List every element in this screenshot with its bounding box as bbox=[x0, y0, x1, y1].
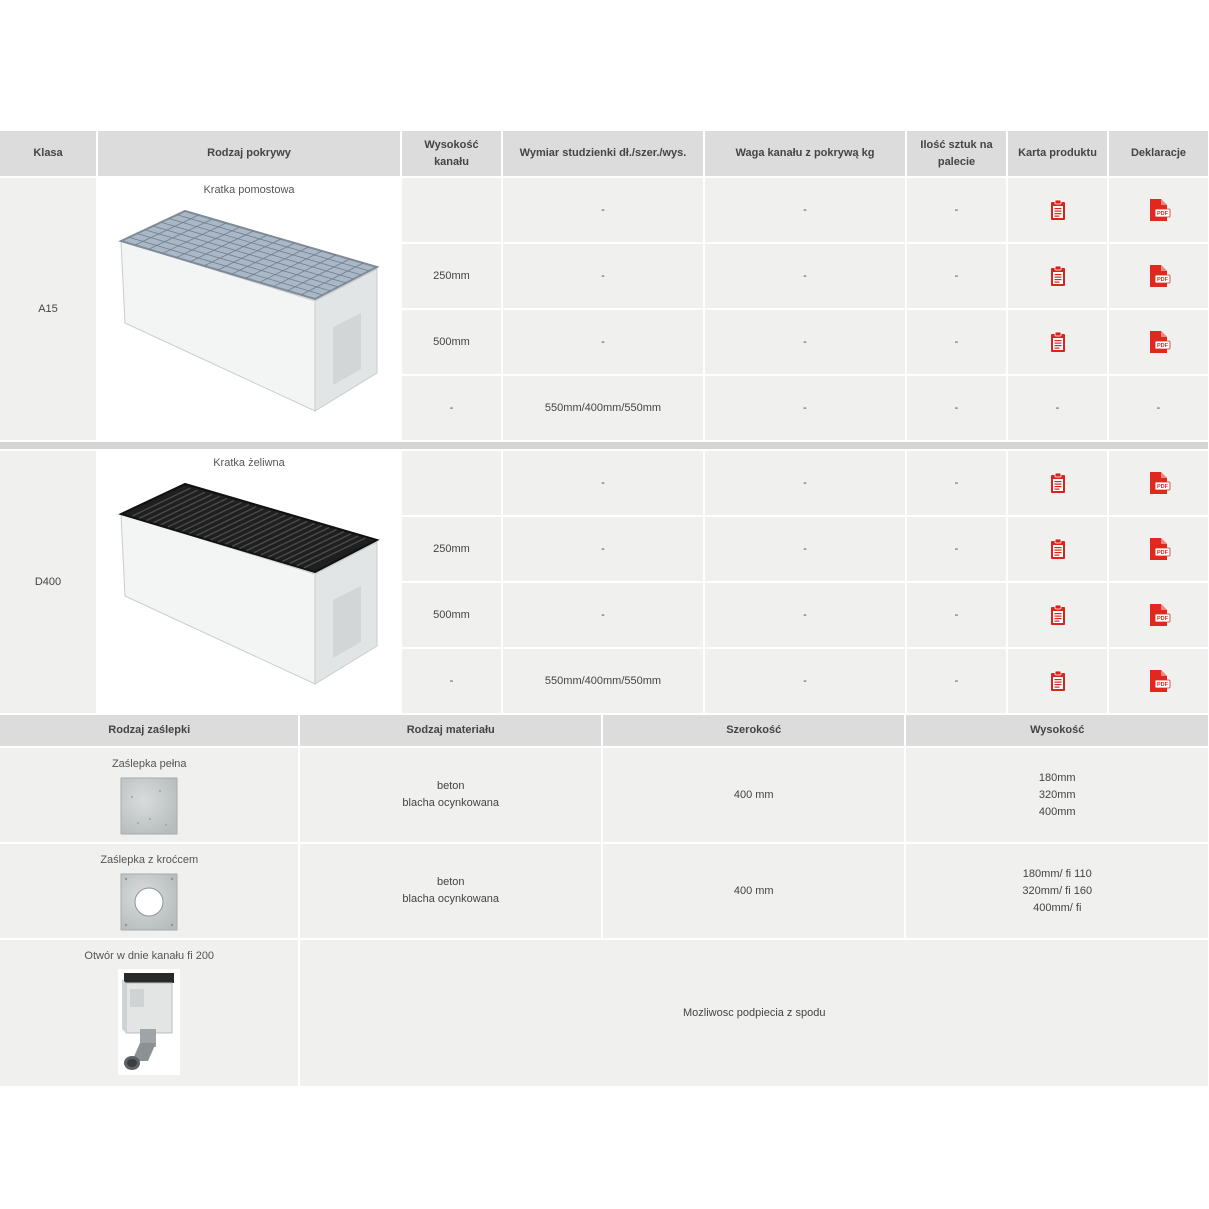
header-karta: Karta produktu bbox=[1008, 131, 1107, 176]
end-cap-caption: Otwór w dnie kanału fi 200 bbox=[84, 950, 215, 962]
header-waga: Waga kanału z pokrywą kg bbox=[705, 131, 905, 176]
pdf-icon-label: PDF bbox=[1156, 682, 1168, 689]
end-cap-cell bbox=[0, 844, 298, 938]
product-sheet-cell bbox=[1008, 451, 1107, 515]
weight-cell: - bbox=[705, 244, 905, 308]
material-cell bbox=[300, 844, 601, 938]
height-cell bbox=[906, 748, 1208, 842]
header-rodzaj-zaslepki: Rodzaj zaślepki bbox=[0, 715, 298, 746]
height-line: 320mm/ fi 160 bbox=[1022, 884, 1093, 897]
pallet-qty-cell: - bbox=[907, 244, 1006, 308]
product-sheet-icon[interactable] bbox=[1050, 670, 1066, 692]
dimension-cell: - bbox=[503, 310, 703, 374]
end-cap-cell bbox=[0, 940, 298, 1086]
product-sheet-cell: - bbox=[1008, 376, 1107, 440]
height-line: 400mm/ fi bbox=[1033, 901, 1082, 914]
height-cell: - bbox=[402, 376, 501, 440]
height-line: 180mm/ fi 110 bbox=[1022, 867, 1092, 880]
width-cell: 400 mm bbox=[603, 844, 905, 938]
dimension-cell: - bbox=[503, 583, 703, 647]
dimension-cell: - bbox=[503, 451, 703, 515]
table-row bbox=[0, 748, 1208, 842]
weight-cell: - bbox=[705, 517, 905, 581]
declaration-cell bbox=[1109, 451, 1208, 515]
product-sheet-icon[interactable] bbox=[1050, 265, 1066, 287]
material-line: beton bbox=[436, 876, 465, 888]
height-cell: 500mm bbox=[402, 310, 501, 374]
height-cell: 500mm bbox=[402, 583, 501, 647]
klasa-cell: A15 bbox=[0, 178, 96, 440]
pdf-declaration-icon[interactable] bbox=[1147, 198, 1171, 222]
pallet-qty-cell: - bbox=[907, 310, 1006, 374]
pallet-qty-cell: - bbox=[907, 376, 1006, 440]
dimension-cell: - bbox=[503, 244, 703, 308]
weight-cell: - bbox=[705, 451, 905, 515]
steel-grate-channel-image bbox=[115, 203, 383, 413]
group-separator bbox=[0, 442, 1208, 449]
height-cell: 250mm bbox=[402, 517, 501, 581]
header-wymiar: Wymiar studzienki dł./szer./wys. bbox=[503, 131, 703, 176]
pallet-qty-cell: - bbox=[907, 451, 1006, 515]
pdf-icon-label: PDF bbox=[1156, 616, 1168, 623]
product-sheet-cell bbox=[1008, 244, 1107, 308]
product-sheet-cell bbox=[1008, 517, 1107, 581]
product-sheet-cell bbox=[1008, 310, 1107, 374]
header-rodzaj-materialu: Rodzaj materiału bbox=[300, 715, 601, 746]
pdf-declaration-icon[interactable] bbox=[1147, 471, 1171, 495]
weight-cell: - bbox=[705, 178, 905, 242]
height-line: 180mm bbox=[1038, 771, 1076, 784]
header-klasa: Klasa bbox=[0, 131, 96, 176]
header-wysokosc: Wysokość bbox=[906, 715, 1208, 746]
product-sheet-cell bbox=[1008, 178, 1107, 242]
weight-cell: - bbox=[705, 376, 905, 440]
product-sheet-icon[interactable] bbox=[1050, 604, 1066, 626]
width-cell: 400 mm bbox=[603, 748, 905, 842]
pdf-icon-label: PDF bbox=[1156, 343, 1168, 350]
product-sheet-cell bbox=[1008, 583, 1107, 647]
product-sheet-icon[interactable] bbox=[1050, 472, 1066, 494]
cover-type-cell bbox=[98, 178, 400, 440]
table-row bbox=[0, 940, 1208, 1086]
material-line: blacha ocynkowana bbox=[402, 893, 500, 905]
declaration-cell bbox=[1109, 583, 1208, 647]
dimension-cell: - bbox=[503, 178, 703, 242]
height-cell: 250mm bbox=[402, 244, 501, 308]
pallet-qty-cell: - bbox=[907, 583, 1006, 647]
klasa-cell: D400 bbox=[0, 451, 96, 713]
height-cell bbox=[402, 451, 501, 515]
header-szerokosc: Szerokość bbox=[603, 715, 905, 746]
declaration-cell bbox=[1109, 649, 1208, 713]
pallet-qty-cell: - bbox=[907, 517, 1006, 581]
header-deklaracje: Deklaracje bbox=[1109, 131, 1208, 176]
table-row bbox=[0, 844, 1208, 938]
material-cell bbox=[300, 748, 601, 842]
end-cap-table bbox=[0, 713, 1209, 1088]
dimension-cell: - bbox=[503, 517, 703, 581]
table-row bbox=[0, 451, 1208, 515]
material-line: beton bbox=[436, 780, 465, 792]
declaration-cell bbox=[1109, 517, 1208, 581]
declaration-cell: - bbox=[1109, 376, 1208, 440]
product-sheet-icon[interactable] bbox=[1050, 538, 1066, 560]
cover-caption: Kratka żeliwna bbox=[213, 457, 285, 469]
dimension-cell: 550mm/400mm/550mm bbox=[503, 376, 703, 440]
height-cell bbox=[906, 844, 1208, 938]
pdf-declaration-icon[interactable] bbox=[1147, 330, 1171, 354]
declaration-cell bbox=[1109, 310, 1208, 374]
bottom-outlet-image bbox=[118, 969, 180, 1075]
weight-cell: - bbox=[705, 583, 905, 647]
pdf-icon-label: PDF bbox=[1156, 550, 1168, 557]
end-cap-caption: Zaślepka z kroćcem bbox=[100, 854, 199, 866]
pdf-declaration-icon[interactable] bbox=[1147, 264, 1171, 288]
pallet-qty-cell: - bbox=[907, 649, 1006, 713]
product-sheet-icon[interactable] bbox=[1050, 199, 1066, 221]
material-line: blacha ocynkowana bbox=[402, 797, 500, 809]
header-rodzaj-pokrywy: Rodzaj pokrywy bbox=[98, 131, 400, 176]
header-ilosc: Ilość sztuk na palecie bbox=[907, 131, 1006, 176]
product-sheet-cell bbox=[1008, 649, 1107, 713]
note-cell: Mozliwosc podpiecia z spodu bbox=[300, 940, 1208, 1086]
height-line: 400mm bbox=[1038, 805, 1076, 818]
end-cap-cell bbox=[0, 748, 298, 842]
sub-header-row bbox=[0, 715, 1208, 746]
dimension-cell: 550mm/400mm/550mm bbox=[503, 649, 703, 713]
pallet-qty-cell: - bbox=[907, 178, 1006, 242]
cover-caption: Kratka pomostowa bbox=[203, 184, 295, 196]
header-wysokosc-kanalu: Wysokość kanału bbox=[402, 131, 501, 176]
height-cell bbox=[402, 178, 501, 242]
product-sheet-icon[interactable] bbox=[1050, 331, 1066, 353]
cast-iron-grate-channel-image bbox=[115, 476, 383, 686]
full-end-cap-image bbox=[120, 777, 178, 835]
weight-cell: - bbox=[705, 310, 905, 374]
end-cap-with-pipe-image bbox=[120, 873, 178, 931]
table-row bbox=[0, 178, 1208, 242]
pdf-declaration-icon[interactable] bbox=[1147, 603, 1171, 627]
pdf-declaration-icon[interactable] bbox=[1147, 669, 1171, 693]
cover-type-cell bbox=[98, 451, 400, 713]
table-header-row bbox=[0, 131, 1208, 176]
pdf-declaration-icon[interactable] bbox=[1147, 537, 1171, 561]
end-cap-caption: Zaślepka pełna bbox=[111, 758, 187, 770]
product-table bbox=[0, 129, 1209, 715]
height-cell: - bbox=[402, 649, 501, 713]
declaration-cell bbox=[1109, 178, 1208, 242]
declaration-cell bbox=[1109, 244, 1208, 308]
height-line: 320mm bbox=[1038, 788, 1076, 801]
pdf-icon-label: PDF bbox=[1156, 211, 1168, 218]
pdf-icon-label: PDF bbox=[1156, 277, 1168, 284]
weight-cell: - bbox=[705, 649, 905, 713]
pdf-icon-label: PDF bbox=[1156, 484, 1168, 491]
